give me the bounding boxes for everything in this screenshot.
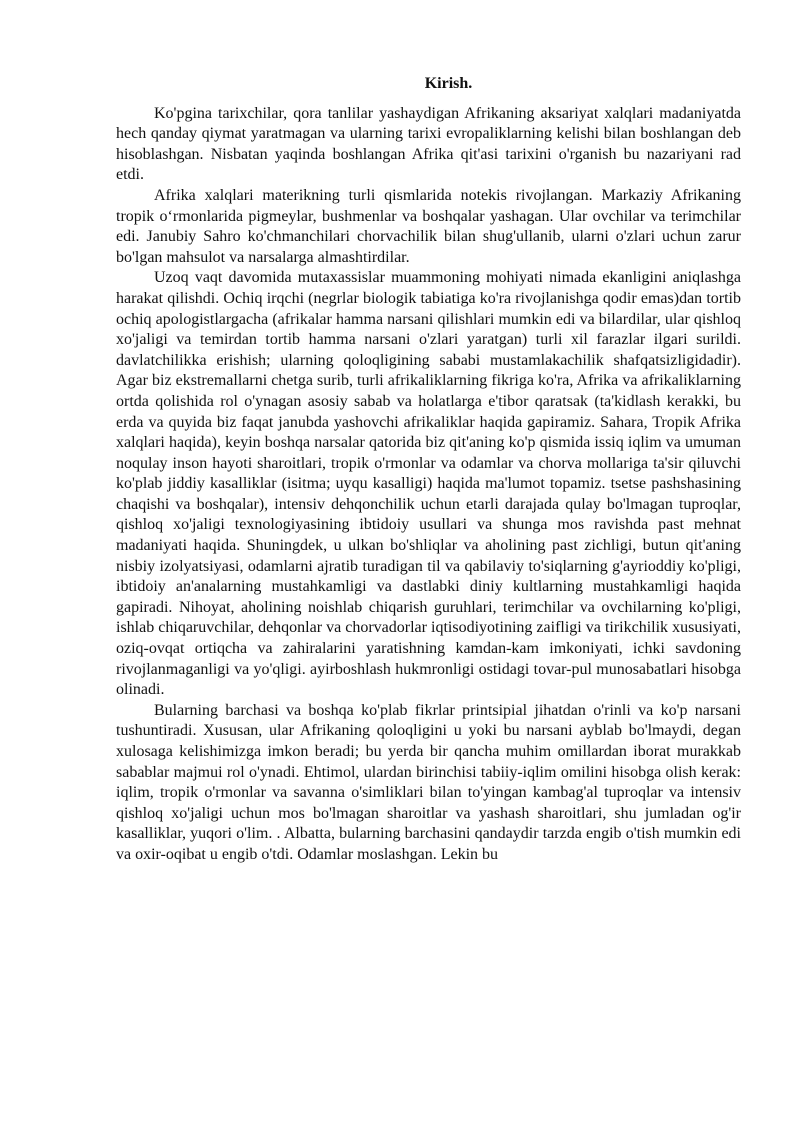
document-page: [116, 74, 741, 866]
paragraph-4: Bularning barchasi va boshqa ko'plab fikrlar printsipial jihatdan o'rinli va ko'p narsani tushuntiradi. Xususan, ular Afrikaning qoloqligini u yoki bu narsani ayblab bo'lmaydi, degan xulosaga kelishimizga imkon beradi; bu yerda bir qancha muhim omillardan iborat murakkab sabablar majmui rol o'ynadi. Ehtimol, ulardan birinchisi tabiiy-iqlim omilini hisobga olish kerak: iqlim, tropik o'rmonlar va savanna o'simliklari bilan to'yingan kambag'al tuproqlar va intensiv qishloq xo'jaligi uchun mos bo'lmagan sharoitlar va yashash sharoitlari, shu jumladan og'ir kasalliklar, yuqori o'lim. . Albatta, bularning barchasini qandaydir tarzda engib o'tish mumkin edi va oxir-oqibat u engib o'tdi. Odamlar moslashgan. Lekin bu: [116, 701, 741, 863]
paragraph-2: Afrika xalqlari materikning turli qismlarida notekis rivojlangan. Markaziy Afrikaning tropik o‘rmonlarida pigmeylar, bushmenlar va boshqalar yashagan. Ular ovchilar va terimchilar edi. Janubiy Sahro ko'chmanchilari chorvachilik bilan shug'ullanib, ularni o'zlari uchun zarur bo'lgan mahsulot va narsalarga almashtirdilar.: [116, 186, 741, 266]
document-title: Kirish.: [424, 75, 473, 92]
paragraph-1: Ko'pgina tarixchilar, qora tanlilar yashaydigan Afrikaning aksariyat xalqlari madaniyatda hech qanday qiymat yaratmagan va ularning tarixi evropaliklarning kelishi bilan boshlangan deb hisoblashgan. Nisbatan yaqinda boshlangan Afrika qit'asi tarixini o'rganish bu nazariyani rad etdi.: [116, 104, 741, 184]
paragraph-3: Uzoq vaqt davomida mutaxassislar muammoning mohiyati nimada ekanligini aniqlashga harakat qilishdi. Ochiq irqchi (negrlar biologik tabiatiga ko'ra rivojlanishga qodir emas)dan tortib ochiq apologistlargacha (afrikalar hamma narsani qilishlari mumkin edi va bilardilar, ular qishloq xo'jaligi va temirdan tortib hamma narsani o'zlari yaratgan) turli xil farazlar ilgari surildi. davlatchilikka erishish; ularning qoloqligining sababi mustamlakachilik shafqatsizligidadir). Agar biz ekstremallarni chetga surib, turli afrikaliklarning fikriga ko'ra, Afrika va afrikaliklarning ortda qolishida rol o'ynagan asosiy sabab va holatlarga e'tibor qaratsak (ta'kidlash kerakki, bu erda va quyida biz faqat janubda yashovchi afrikaliklar haqida gapiramiz. Sahara, Tropik Afrika xalqlari haqida), keyin boshqa narsalar qatorida biz qit'aning ko'p qismida issiq iqlim va umuman noqulay inson hayoti sharoitlari, tropik o'rmonlar va odamlar va chorva mollariga ta'sir qiluvchi ko'plab jiddiy kasalliklar (isitma; uyqu kasalligi) haqida ma'lumot topamiz. tsetse pashshasining chaqishi va boshqalar), intensiv dehqonchilik uchun etarli darajada qulay bo'lmagan tuproqlar, qishloq xo'jaligi texnologiyasining ibtidoiy usullari va shunga mos ravishda past mehnat madaniyati haqida. Shuningdek, u ulkan bo'shliqlar va aholining past zichligi, butun qit'aning nisbiy izolyatsiyasi, odamlarni ajratib turadigan til va qabilaviy to'siqlarning g'ayrioddiy ko'pligi, ibtidoiy an'analarning mustahkamligi va dastlabki diniy kultlarning mustahkamligi haqida gapiradi. Nihoyat, aholining noishlab chiqarish guruhlari, terimchilar va ovchilarning ko'pligi, ishlab chiqaruvchilar, dehqonlar va chorvadorlar iqtisodiyotining zaifligi va tirikchilik xususiyati, oziq-ovqat ortiqcha va zahiralarini yaratishning kamdan-kam imkoniyati, ichki savdoning rivojlanmaganligi va yo'qligi. ayirboshlash hukmronligi ostidagi tovar-pul munosabatlari hisobga olinadi.: [116, 269, 741, 699]
